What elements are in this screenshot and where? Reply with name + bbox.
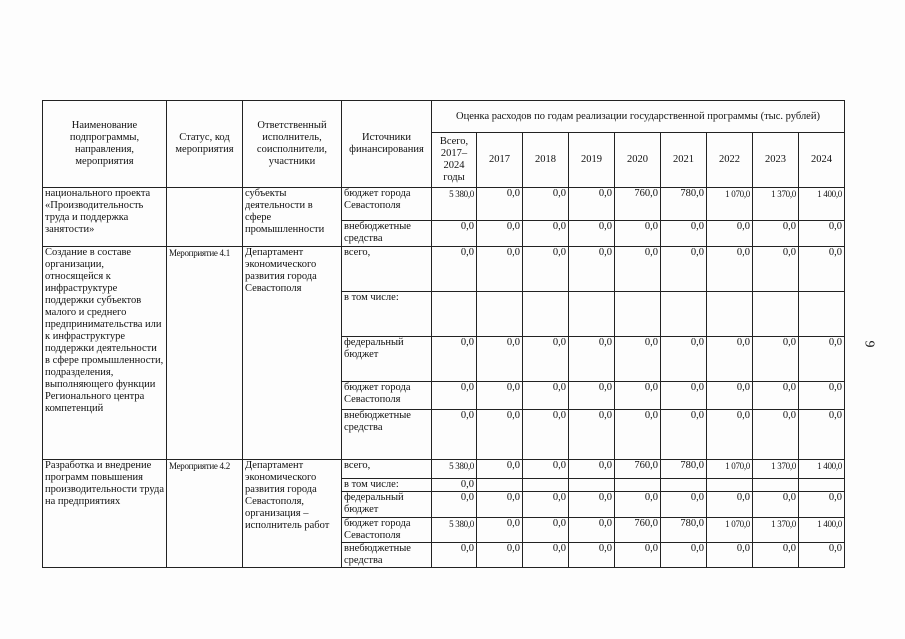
amount-cell: 0,0 bbox=[707, 221, 753, 247]
amount-cell: 780,0 bbox=[661, 518, 707, 543]
amount-cell: 1 370,0 bbox=[753, 188, 799, 221]
item-responsible: Департамент экономического развития города Севастополя, организация – исполнитель работ bbox=[243, 460, 342, 568]
amount-cell: 0,0 bbox=[753, 337, 799, 382]
amount-cell: 0,0 bbox=[477, 247, 523, 292]
amount-cell bbox=[523, 479, 569, 492]
amount-cell: 0,0 bbox=[523, 543, 569, 568]
amount-cell: 0,0 bbox=[523, 460, 569, 479]
amount-cell: 1 070,0 bbox=[707, 518, 753, 543]
header-status: Статус, код мероприятия bbox=[167, 101, 243, 188]
amount-cell: 0,0 bbox=[432, 492, 477, 518]
funding-source: внебюджетные средства bbox=[342, 221, 432, 247]
amount-cell: 0,0 bbox=[707, 247, 753, 292]
amount-cell: 1 370,0 bbox=[753, 518, 799, 543]
amount-cell: 760,0 bbox=[615, 188, 661, 221]
amount-cell bbox=[615, 292, 661, 337]
amount-cell: 760,0 bbox=[615, 460, 661, 479]
amount-cell: 1 400,0 bbox=[799, 188, 845, 221]
page-number: 9 bbox=[861, 340, 877, 348]
item-responsible: субъекты деятельности в сфере промышленности bbox=[243, 188, 342, 247]
item-status: Мероприятие 4.1 bbox=[167, 247, 243, 460]
amount-cell: 0,0 bbox=[432, 410, 477, 460]
amount-cell: 0,0 bbox=[432, 382, 477, 410]
amount-cell: 5 380,0 bbox=[432, 188, 477, 221]
amount-cell: 0,0 bbox=[799, 543, 845, 568]
header-estimate: Оценка расходов по годам реализации государственной программы (тыс. рублей) bbox=[432, 101, 845, 133]
item-name: национального проекта «Производительность труда и поддержка занятости» bbox=[43, 188, 167, 247]
amount-cell: 0,0 bbox=[477, 518, 523, 543]
funding-source: федеральный бюджет bbox=[342, 492, 432, 518]
amount-cell: 0,0 bbox=[432, 479, 477, 492]
amount-cell: 760,0 bbox=[615, 518, 661, 543]
amount-cell: 0,0 bbox=[569, 188, 615, 221]
amount-cell bbox=[615, 479, 661, 492]
amount-cell: 0,0 bbox=[799, 410, 845, 460]
amount-cell bbox=[753, 479, 799, 492]
amount-cell: 0,0 bbox=[661, 337, 707, 382]
header-year: 2018 bbox=[523, 133, 569, 188]
funding-source: федеральный бюджет bbox=[342, 337, 432, 382]
amount-cell: 0,0 bbox=[569, 247, 615, 292]
amount-cell: 0,0 bbox=[569, 492, 615, 518]
funding-source: бюджет города Севастополя bbox=[342, 188, 432, 221]
funding-source: бюджет города Севастополя bbox=[342, 382, 432, 410]
funding-source: всего, bbox=[342, 247, 432, 292]
header-year: 2023 bbox=[753, 133, 799, 188]
amount-cell: 0,0 bbox=[661, 543, 707, 568]
amount-cell: 5 380,0 bbox=[432, 460, 477, 479]
header-total: Всего, 2017–2024 годы bbox=[432, 133, 477, 188]
amount-cell: 0,0 bbox=[432, 247, 477, 292]
item-name: Создание в составе организации, относящейся к инфраструктуре поддержки субъектов малого и среднего предпринимательства или к инфраструктуре поддержки деятельности в сфере промышленности, подразделения, выполняющего функции Регионального центра компетенций bbox=[43, 247, 167, 460]
amount-cell: 0,0 bbox=[569, 382, 615, 410]
amount-cell: 0,0 bbox=[477, 337, 523, 382]
block-1 bbox=[43, 188, 845, 247]
amount-cell bbox=[799, 479, 845, 492]
amount-cell bbox=[707, 292, 753, 337]
amount-cell: 1 370,0 bbox=[753, 460, 799, 479]
amount-cell: 0,0 bbox=[661, 492, 707, 518]
amount-cell: 780,0 bbox=[661, 188, 707, 221]
funding-source: внебюджетные средства bbox=[342, 543, 432, 568]
amount-cell: 5 380,0 bbox=[432, 518, 477, 543]
amount-cell: 0,0 bbox=[661, 247, 707, 292]
header-year: 2017 bbox=[477, 133, 523, 188]
amount-cell: 0,0 bbox=[569, 518, 615, 543]
amount-cell: 0,0 bbox=[707, 382, 753, 410]
header-year: 2020 bbox=[615, 133, 661, 188]
amount-cell: 0,0 bbox=[707, 492, 753, 518]
budget-table bbox=[42, 100, 845, 568]
amount-cell: 0,0 bbox=[661, 382, 707, 410]
amount-cell: 0,0 bbox=[477, 543, 523, 568]
amount-cell: 1 400,0 bbox=[799, 518, 845, 543]
amount-cell: 0,0 bbox=[523, 247, 569, 292]
amount-cell: 0,0 bbox=[569, 337, 615, 382]
header-year: 2019 bbox=[569, 133, 615, 188]
funding-source: в том числе: bbox=[342, 479, 432, 492]
amount-cell: 0,0 bbox=[753, 221, 799, 247]
amount-cell: 0,0 bbox=[477, 382, 523, 410]
amount-cell: 1 070,0 bbox=[707, 460, 753, 479]
amount-cell: 0,0 bbox=[477, 492, 523, 518]
amount-cell: 0,0 bbox=[569, 221, 615, 247]
amount-cell: 1 070,0 bbox=[707, 188, 753, 221]
amount-cell bbox=[661, 479, 707, 492]
amount-cell bbox=[569, 479, 615, 492]
amount-cell bbox=[432, 292, 477, 337]
amount-cell bbox=[799, 292, 845, 337]
amount-cell bbox=[707, 479, 753, 492]
amount-cell: 0,0 bbox=[661, 410, 707, 460]
amount-cell: 0,0 bbox=[523, 492, 569, 518]
amount-cell: 0,0 bbox=[477, 188, 523, 221]
amount-cell: 0,0 bbox=[523, 337, 569, 382]
header-name: Наименование подпрограммы, направления, мероприятия bbox=[43, 101, 167, 188]
amount-cell: 0,0 bbox=[477, 221, 523, 247]
amount-cell: 0,0 bbox=[569, 460, 615, 479]
amount-cell: 0,0 bbox=[477, 460, 523, 479]
table-row bbox=[43, 460, 845, 479]
funding-source: бюджет города Севастополя bbox=[342, 518, 432, 543]
funding-source: в том числе: bbox=[342, 292, 432, 337]
funding-source: внебюджетные средства bbox=[342, 410, 432, 460]
amount-cell: 0,0 bbox=[753, 410, 799, 460]
amount-cell: 0,0 bbox=[799, 221, 845, 247]
table-row bbox=[43, 188, 845, 221]
amount-cell: 0,0 bbox=[615, 492, 661, 518]
amount-cell bbox=[753, 292, 799, 337]
amount-cell: 0,0 bbox=[432, 543, 477, 568]
amount-cell: 0,0 bbox=[753, 247, 799, 292]
amount-cell: 0,0 bbox=[799, 337, 845, 382]
amount-cell: 0,0 bbox=[799, 492, 845, 518]
amount-cell bbox=[477, 479, 523, 492]
amount-cell: 0,0 bbox=[615, 410, 661, 460]
amount-cell: 0,0 bbox=[615, 543, 661, 568]
amount-cell: 0,0 bbox=[477, 410, 523, 460]
header-year: 2021 bbox=[661, 133, 707, 188]
amount-cell bbox=[569, 292, 615, 337]
block-3 bbox=[43, 460, 845, 568]
item-name: Разработка и внедрение программ повышения производительности труда на предприятиях bbox=[43, 460, 167, 568]
amount-cell: 0,0 bbox=[432, 337, 477, 382]
amount-cell: 0,0 bbox=[707, 410, 753, 460]
amount-cell: 0,0 bbox=[432, 221, 477, 247]
header-year: 2024 bbox=[799, 133, 845, 188]
amount-cell: 0,0 bbox=[523, 188, 569, 221]
header-sources: Источники финансирования bbox=[342, 101, 432, 188]
amount-cell: 0,0 bbox=[615, 247, 661, 292]
amount-cell bbox=[523, 292, 569, 337]
amount-cell bbox=[661, 292, 707, 337]
amount-cell bbox=[477, 292, 523, 337]
amount-cell: 0,0 bbox=[615, 337, 661, 382]
amount-cell: 0,0 bbox=[523, 221, 569, 247]
item-status bbox=[167, 188, 243, 247]
amount-cell: 0,0 bbox=[799, 247, 845, 292]
amount-cell: 0,0 bbox=[523, 518, 569, 543]
amount-cell: 0,0 bbox=[569, 543, 615, 568]
amount-cell: 0,0 bbox=[707, 337, 753, 382]
amount-cell: 0,0 bbox=[523, 382, 569, 410]
amount-cell: 1 400,0 bbox=[799, 460, 845, 479]
amount-cell: 0,0 bbox=[615, 382, 661, 410]
item-responsible: Департамент экономического развития города Севастополя bbox=[243, 247, 342, 460]
amount-cell: 780,0 bbox=[661, 460, 707, 479]
amount-cell: 0,0 bbox=[615, 221, 661, 247]
amount-cell: 0,0 bbox=[799, 382, 845, 410]
amount-cell: 0,0 bbox=[661, 221, 707, 247]
funding-source: всего, bbox=[342, 460, 432, 479]
amount-cell: 0,0 bbox=[523, 410, 569, 460]
amount-cell: 0,0 bbox=[753, 382, 799, 410]
header-responsible: Ответственный исполнитель, соисполнители, участники bbox=[243, 101, 342, 188]
header-year: 2022 bbox=[707, 133, 753, 188]
table-row bbox=[43, 247, 845, 292]
amount-cell: 0,0 bbox=[707, 543, 753, 568]
item-status: Мероприятие 4.2 bbox=[167, 460, 243, 568]
amount-cell: 0,0 bbox=[569, 410, 615, 460]
amount-cell: 0,0 bbox=[753, 543, 799, 568]
block-2 bbox=[43, 247, 845, 460]
amount-cell: 0,0 bbox=[753, 492, 799, 518]
